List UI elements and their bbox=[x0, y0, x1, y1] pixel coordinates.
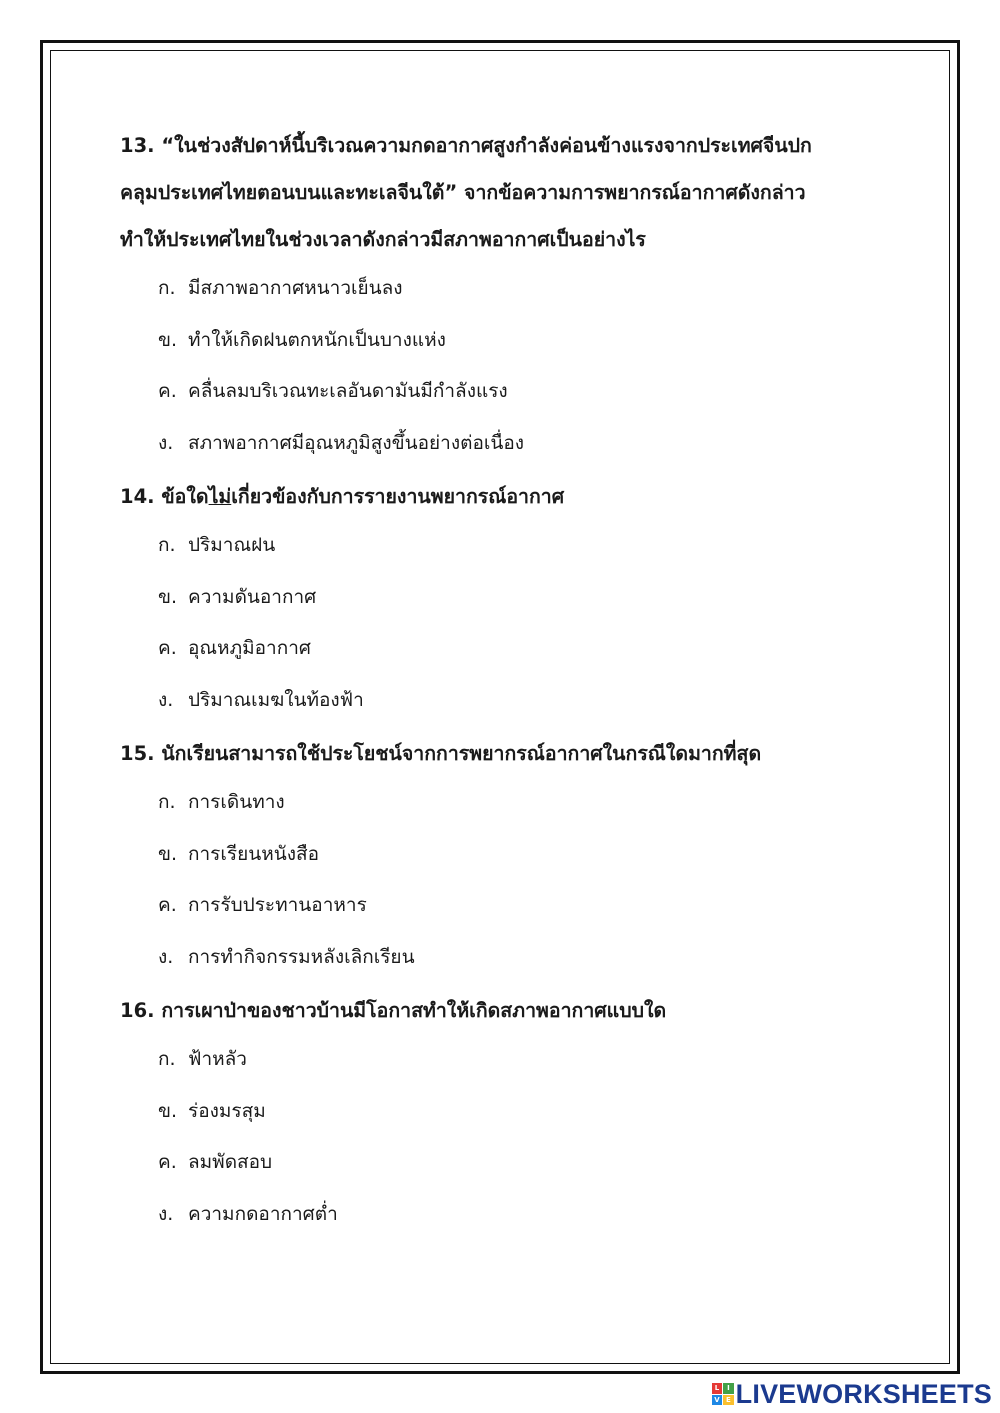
question-13-line-1: 13. “ในช่วงสัปดาห์นี้บริเวณความกดอากาศสูงกำลังค่อนข้างแรงจากประเทศจีนปก bbox=[120, 134, 812, 157]
question-13 bbox=[120, 122, 900, 263]
option-14-b[interactable]: ข. ความดันอากาศ bbox=[158, 585, 317, 608]
brand-name: LIVEWORKSHEETS bbox=[735, 1378, 992, 1409]
question-15-text: 15. นักเรียนสามารถใช้ประโยชน์จากการพยากรณ์อากาศในกรณีใดมากที่สุด bbox=[120, 742, 762, 765]
option-13-a[interactable]: ก. มีสภาพอากาศหนาวเย็นลง bbox=[158, 277, 403, 299]
underlined-word: ไม่ bbox=[208, 485, 232, 508]
logo-letter-e: E bbox=[723, 1395, 734, 1406]
question-14 bbox=[120, 473, 900, 520]
question-13-line-3: ทำให้ประเทศไทยในช่วงเวลาดังกล่าวมีสภาพอากาศเป็นอย่างไร bbox=[120, 228, 646, 251]
option-16-d[interactable]: ง. ความกดอากาศต่ำ bbox=[158, 1202, 338, 1225]
liveworksheets-logo[interactable] bbox=[712, 1379, 992, 1409]
option-14-c[interactable]: ค. อุณหภูมิอากาศ bbox=[158, 637, 311, 659]
question-14-options bbox=[120, 520, 900, 726]
question-16 bbox=[120, 987, 900, 1034]
option-13-c[interactable]: ค. คลื่นลมบริเวณทะเลอันดามันมีกำลังแรง bbox=[158, 380, 508, 402]
question-13-line-2: คลุมประเทศไทยตอนบนและทะเลจีนใต้” จากข้อความการพยากรณ์อากาศดังกล่าว bbox=[120, 181, 806, 204]
option-15-c[interactable]: ค. การรับประทานอาหาร bbox=[158, 894, 367, 916]
option-13-d[interactable]: ง. สภาพอากาศมีอุณหภูมิสูงขึ้นอย่างต่อเนื่อง bbox=[158, 431, 525, 454]
question-16-options bbox=[120, 1034, 900, 1240]
option-13-b[interactable]: ข. ทำให้เกิดฝนตกหนักเป็นบางแห่ง bbox=[158, 328, 446, 351]
logo-letter-v: V bbox=[712, 1395, 723, 1406]
option-15-a[interactable]: ก. การเดินทาง bbox=[158, 791, 285, 813]
question-15 bbox=[120, 730, 900, 777]
option-14-d[interactable]: ง. ปริมาณเมฆในท้องฟ้า bbox=[158, 688, 364, 711]
logo-letter-i: I bbox=[723, 1383, 734, 1394]
option-16-c[interactable]: ค. ลมพัดสอบ bbox=[158, 1151, 273, 1173]
question-14-text: 14. ข้อใดไม่เกี่ยวข้องกับการรายงานพยากรณ์อากาศ bbox=[120, 485, 565, 508]
option-14-a[interactable]: ก. ปริมาณฝน bbox=[158, 534, 276, 556]
logo-letter-l: L bbox=[712, 1383, 723, 1394]
question-16-text: 16. การเผาป่าของชาวบ้านมีโอกาสทำให้เกิดสภาพอากาศแบบใด bbox=[120, 999, 667, 1022]
logo-icon bbox=[712, 1383, 734, 1405]
question-13-options bbox=[120, 263, 900, 469]
worksheet-content bbox=[120, 122, 900, 1244]
question-15-options bbox=[120, 777, 900, 983]
option-15-d[interactable]: ง. การทำกิจกรรมหลังเลิกเรียน bbox=[158, 945, 415, 968]
option-16-b[interactable]: ข. ร่องมรสุม bbox=[158, 1099, 266, 1122]
option-16-a[interactable]: ก. ฟ้าหลัว bbox=[158, 1048, 247, 1070]
option-15-b[interactable]: ข. การเรียนหนังสือ bbox=[158, 842, 319, 865]
